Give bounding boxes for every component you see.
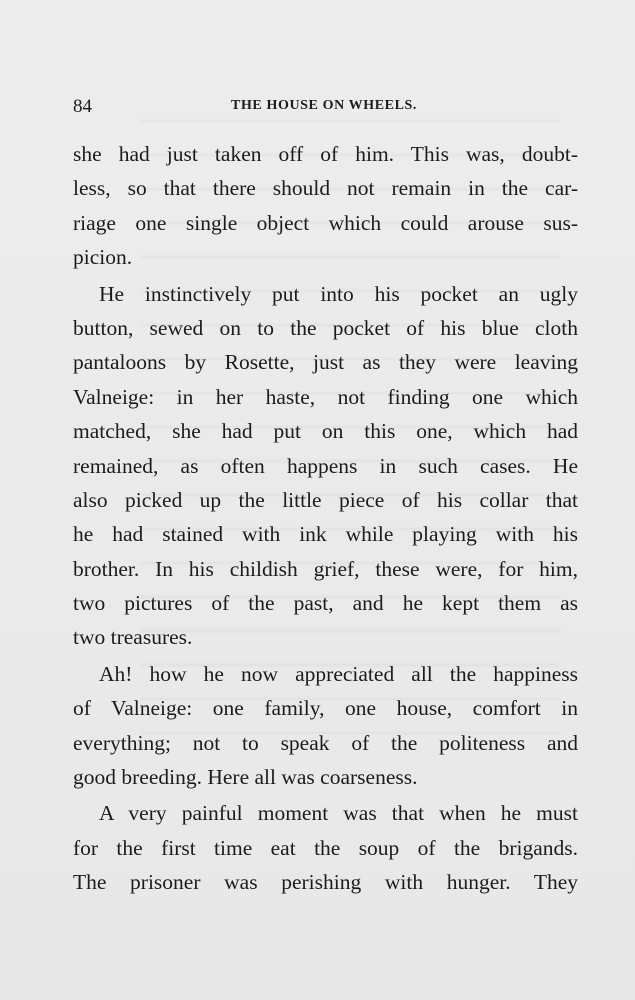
text-line: Valneige: in her haste, not finding one which [73, 384, 578, 409]
text-line: she had just taken off of him. This was, doubt- [73, 142, 578, 166]
text-line: He instinctively put into his pocket an ugly [99, 281, 578, 306]
running-head: THE HOUSE ON WHEELS. [231, 98, 418, 113]
text-line: also picked up the little piece of his collar that [73, 487, 578, 512]
text-line: less, so that there should not remain in the car- [73, 176, 578, 201]
text-line: brother. In his childish grief, these were, for him, [73, 556, 578, 581]
text-line: he had stained with ink while playing with his [73, 522, 578, 547]
text-line: two pictures of the past, and he kept them as [73, 591, 578, 616]
text-line: A very painful moment was that when he must [99, 801, 578, 826]
text-line: everything; not to speak of the politeness and [73, 730, 578, 755]
text-line: pantaloons by Rosette, just as they were leaving [73, 350, 578, 375]
text-line: good breeding. Here all was coarseness. [73, 765, 418, 790]
text-line: matched, she had put on this one, which had [73, 419, 578, 444]
body-text [73, 137, 578, 900]
text-line: button, sewed on to the pocket of his blue cloth [73, 315, 578, 340]
text-line: picion. [73, 245, 133, 270]
text-line: two treasures. [73, 625, 193, 650]
text-line: riage one single object which could arouse sus- [73, 210, 578, 235]
text-line: of Valneige: one family, one house, comfort in [73, 696, 578, 721]
text-line: remained, as often happens in such cases. He [73, 453, 578, 478]
text-line: The prisoner was perishing with hunger. They [73, 870, 578, 895]
text-line: Ah! how he now appreciated all the happiness [99, 661, 578, 686]
page-number: 84 [73, 96, 92, 117]
text-line: for the first time eat the soup of the brigands. [73, 835, 578, 860]
page-header [73, 96, 581, 120]
